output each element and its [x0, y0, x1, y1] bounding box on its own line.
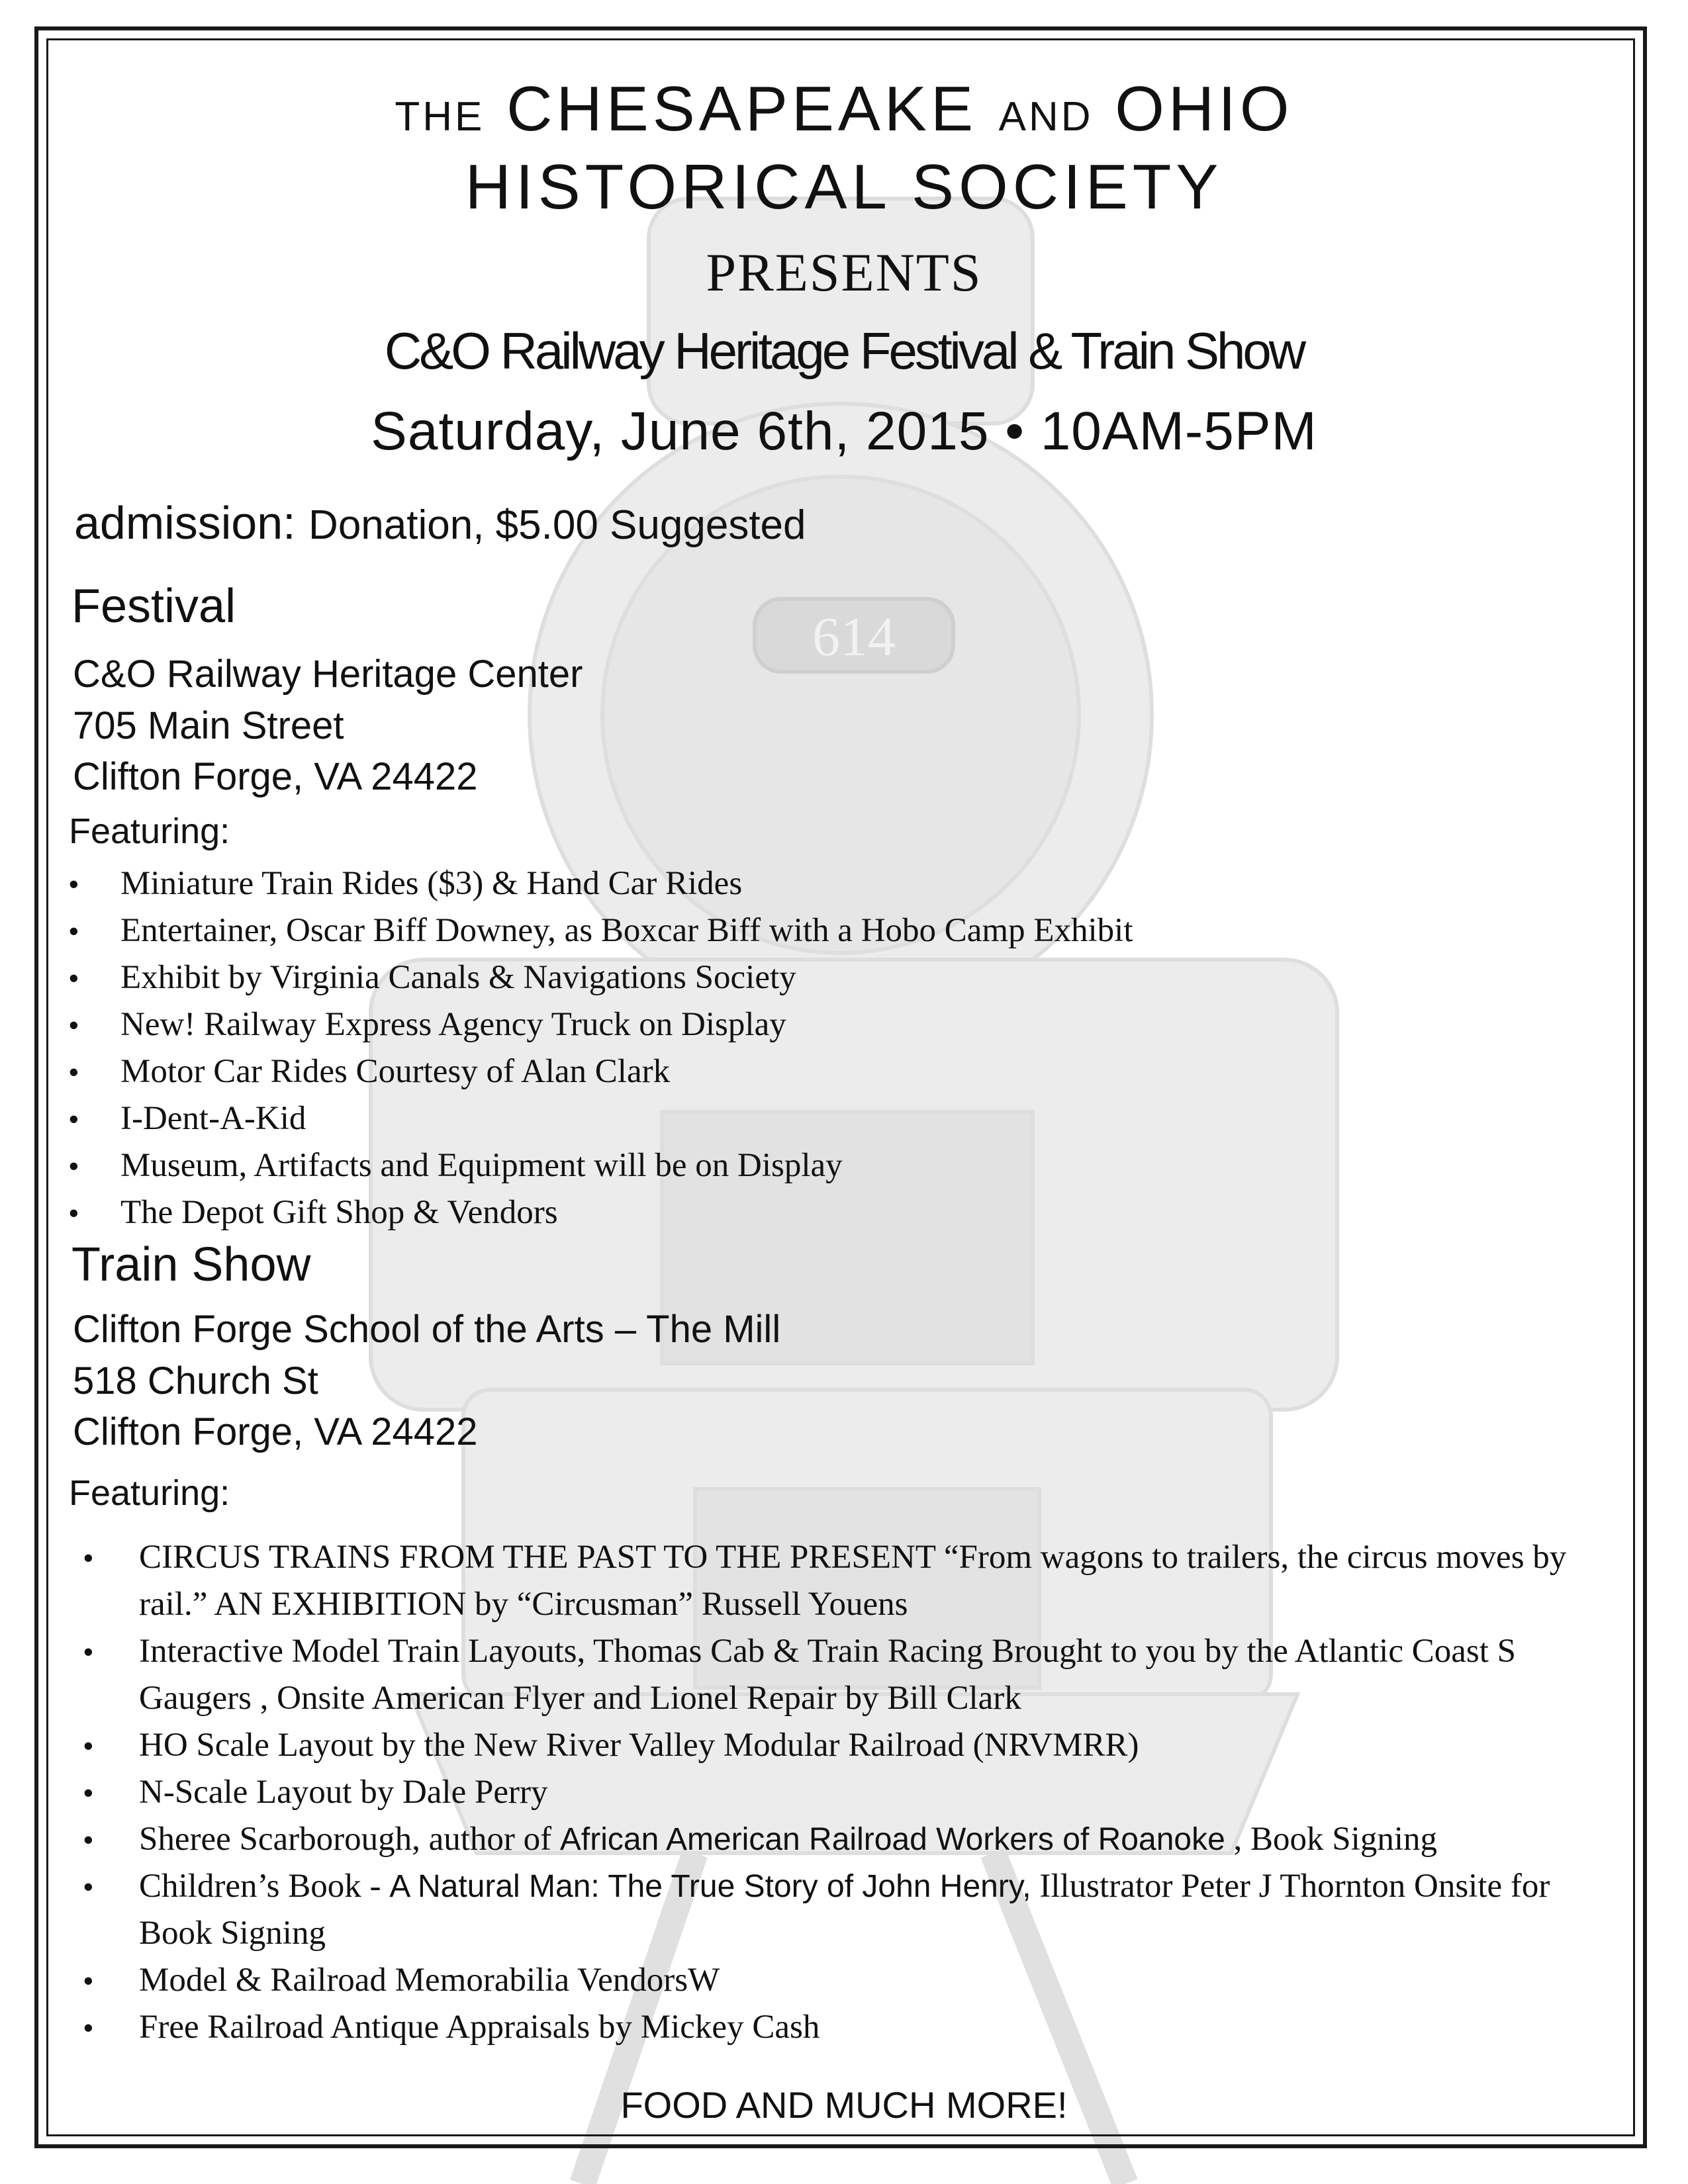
list-item: • Interactive Model Train Layouts, Thomas Cab & Train Racing Brought to you by the Atlantic Coast S Gaugers , Onsite American Flyer and Lionel Repair by Bill Clark: [83, 1628, 1619, 1722]
bullet-icon: •: [83, 1824, 93, 1855]
festival-featuring-label: Featuring:: [69, 811, 230, 851]
list-item: • Museum, Artifacts and Equipment will be on Display: [69, 1142, 1525, 1189]
list-item: • Children’s Book - A Natural Man: The True Story of John Henry, Illustrator Peter J Thornton Onsite for Book Signing: [83, 1863, 1619, 1957]
bullet-icon: •: [83, 1871, 93, 1902]
bullet-icon: •: [83, 1542, 93, 1573]
list-item: • N-Scale Layout by Dale Perry: [83, 1769, 1619, 1816]
bullet-icon: •: [83, 1636, 93, 1667]
list-item: • I-Dent-A-Kid: [69, 1095, 1525, 1142]
list-item: • Entertainer, Oscar Biff Downey, as Boxcar Biff with a Hobo Camp Exhibit: [69, 907, 1525, 954]
bullet-icon: •: [83, 1777, 93, 1808]
book-title: A Natural Man: The True Story of John Henry,: [389, 1869, 1031, 1904]
bullet-icon: •: [69, 1103, 79, 1134]
organization-title-line-2: HISTORICAL SOCIETY: [465, 152, 1223, 222]
engine-number: 614: [812, 606, 896, 668]
event-date-time: Saturday, June 6th, 2015 • 10AM-5PM: [371, 401, 1317, 461]
admission-value: Donation, $5.00 Suggested: [308, 502, 806, 548]
train-show-address-line-3: Clifton Forge, VA 24422: [73, 1410, 478, 1453]
train-show-address-line-2: 518 Church St: [73, 1359, 318, 1402]
bullet-icon: •: [69, 868, 79, 899]
bullet-icon: •: [69, 915, 79, 946]
list-item: • Miniature Train Rides ($3) & Hand Car Rides: [69, 860, 1525, 907]
book-title: African American Railroad Workers of Roanoke: [559, 1822, 1225, 1857]
list-item: • Free Railroad Antique Appraisals by Mickey Cash: [83, 2004, 1619, 2051]
list-item: • New! Railway Express Agency Truck on Display: [69, 1001, 1525, 1048]
list-item: • Sheree Scarborough, author of African American Railroad Workers of Roanoke , Book Signing: [83, 1816, 1619, 1863]
list-item: • Motor Car Rides Courtesy of Alan Clark: [69, 1048, 1525, 1095]
bullet-icon: •: [83, 1965, 93, 1996]
organization-title-line-1: THE CHESAPEAKE AND OHIO: [395, 73, 1293, 144]
train-show-address-line-1: Clifton Forge School of the Arts – The Mill: [73, 1308, 781, 1351]
event-title: C&O Railway Heritage Festival & Train Show: [384, 322, 1304, 380]
list-item: • HO Scale Layout by the New River Valley Modular Railroad (NRVMRR): [83, 1722, 1619, 1769]
festival-address-line-3: Clifton Forge, VA 24422: [73, 755, 478, 798]
admission-line: [74, 496, 806, 549]
train-show-heading: Train Show: [71, 1238, 311, 1291]
bullet-icon: •: [69, 1056, 79, 1087]
bullet-icon: •: [83, 2012, 93, 2043]
train-show-featuring-label: Featuring:: [69, 1473, 230, 1513]
bullet-icon: •: [69, 1197, 79, 1228]
list-item: • CIRCUS TRAINS FROM THE PAST TO THE PRESENT “From wagons to trailers, the circus moves by rail.” AN EXHIBITION by “Circusman” Russell Youens: [83, 1534, 1619, 1628]
list-item: • The Depot Gift Shop & Vendors: [69, 1189, 1525, 1236]
presents-label: PRESENTS: [706, 242, 982, 302]
bullet-icon: •: [83, 1730, 93, 1761]
footer-tagline: FOOD AND MUCH MORE!: [620, 2084, 1068, 2126]
bullet-icon: •: [69, 1009, 79, 1040]
bullet-icon: •: [69, 1150, 79, 1181]
list-item: • Model & Railroad Memorabilia VendorsW: [83, 1957, 1619, 2004]
bullet-icon: •: [69, 962, 79, 993]
festival-heading: Festival: [71, 580, 236, 633]
festival-address-line-2: 705 Main Street: [73, 704, 344, 747]
festival-feature-list: [69, 860, 1525, 1236]
admission-label: admission:: [74, 497, 296, 549]
list-item: • Exhibit by Virginia Canals & Navigations Society: [69, 954, 1525, 1001]
train-show-feature-list: [83, 1534, 1619, 2051]
festival-address-line-1: C&O Railway Heritage Center: [73, 653, 583, 696]
